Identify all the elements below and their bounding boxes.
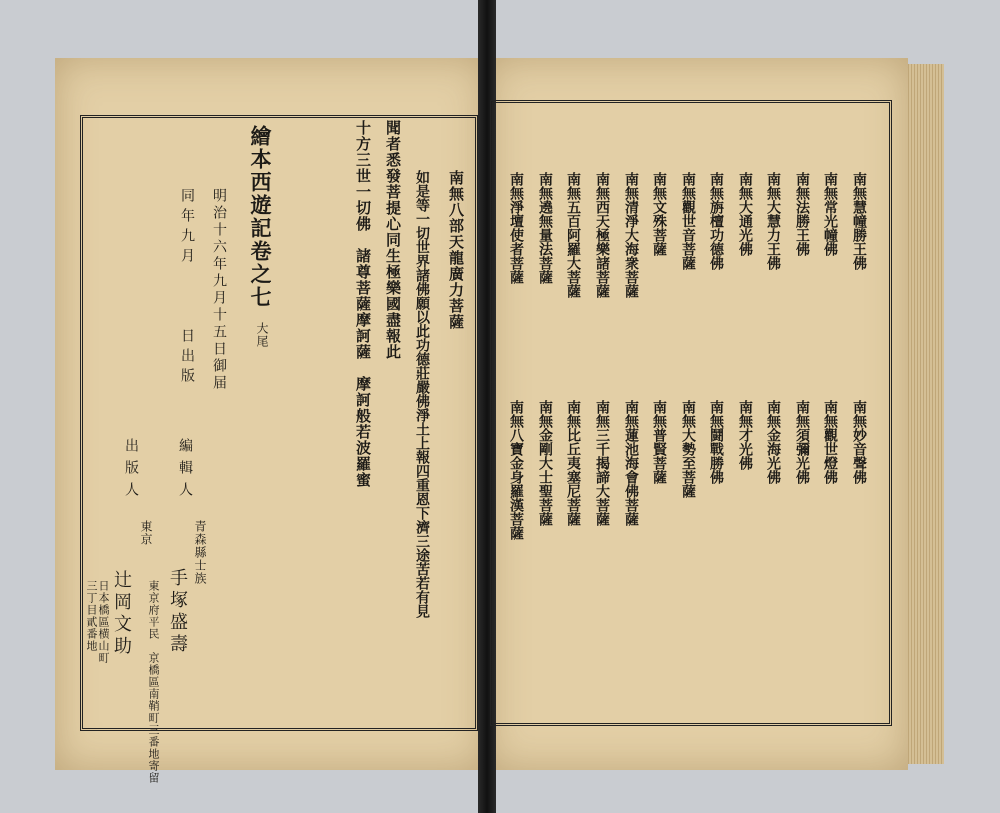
invocation-upper-12: 南無遶無量法菩薩 <box>537 172 553 284</box>
invocation-lower-7: 南無大勢至菩薩 <box>680 400 696 498</box>
colophon-publisher-address-1: 日本橋區横山町 <box>97 580 110 664</box>
invocation-lower-8: 南無普賢菩薩 <box>651 400 667 484</box>
invocation-lower-3: 南無須彌光佛 <box>794 400 810 484</box>
invocation-upper-7: 南無觀世音菩薩 <box>680 172 696 270</box>
invocation-lower-13: 南無八寶金身羅漢菩薩 <box>508 400 524 540</box>
invocation-upper-11: 南無五百阿羅大菩薩 <box>565 172 581 298</box>
colophon-editor-address: 東京府平民 京橋區南鞘町三番地寄留 <box>147 580 160 784</box>
colophon-publisher-address-2: 三丁目貳番地 <box>85 580 98 652</box>
invocation-lower-5: 南無才光佛 <box>737 400 753 470</box>
colophon-editor-name: 手塚盛壽 <box>167 568 188 656</box>
invocation-upper-8: 南無文殊菩薩 <box>651 172 667 256</box>
invocation-upper-13: 南無淨壇使者菩薩 <box>508 172 524 284</box>
colophon-pub-date-value: 日出版 <box>179 328 195 388</box>
invocation-lower-9: 南無蓮池海會佛菩薩 <box>623 400 639 526</box>
invocation-upper-4: 南無大慧力王佛 <box>765 172 781 270</box>
colophon-publisher-name: 辻岡文助 <box>111 570 132 658</box>
colophon-editor-origin: 青森縣士族 <box>193 520 207 585</box>
invocation-upper-9: 南無清淨大海衆菩薩 <box>623 172 639 298</box>
colophon-publisher-label: 出版人 <box>123 438 139 504</box>
dedication-line-1: 南無八部天龍廣力菩薩 <box>447 170 465 330</box>
invocation-lower-1: 南無妙音聲佛 <box>851 400 867 484</box>
dedication-line-4: 十方三世一切佛 諸尊菩薩摩訶薩 摩訶般若波羅蜜 <box>354 120 372 488</box>
dedication-line-3: 聞者悉發菩提心同生極樂國盡報此 <box>384 120 402 360</box>
book-title: 繪本西遊記卷之七 <box>248 125 273 309</box>
colophon-editor-label: 編輯人 <box>177 438 193 504</box>
colophon-report-date: 明治十六年九月十五日御届 <box>211 188 227 392</box>
invocation-upper-5: 南無大通光佛 <box>737 172 753 256</box>
invocation-lower-12: 南無金剛大士聖菩薩 <box>537 400 553 526</box>
invocation-lower-6: 南無鬪戰勝佛 <box>708 400 724 484</box>
invocation-lower-10: 南無三千揭諦大菩薩 <box>594 400 610 526</box>
colophon-publisher-city: 東京 <box>139 520 153 546</box>
colophon-pub-date-label: 同年九月 <box>179 188 195 268</box>
page-edges <box>906 64 944 764</box>
dedication-line-2: 如是等一切世界諸佛願以此功德莊嚴佛淨土上報四重恩下濟三途苦若有見 <box>414 170 430 618</box>
invocation-upper-2: 南無常光幢佛 <box>822 172 838 256</box>
invocation-lower-4: 南無金海光佛 <box>765 400 781 484</box>
invocation-upper-10: 南無西天極樂諸菩薩 <box>594 172 610 298</box>
invocation-lower-2: 南無觀世燈佛 <box>822 400 838 484</box>
invocation-lower-11: 南無比丘夷塞尼菩薩 <box>565 400 581 526</box>
invocation-upper-1: 南無慧幢勝王佛 <box>851 172 867 270</box>
invocation-upper-3: 南無法勝王佛 <box>794 172 810 256</box>
book-title-suffix: 大尾 <box>255 322 269 348</box>
invocation-upper-6: 南無旃檀功德佛 <box>708 172 724 270</box>
